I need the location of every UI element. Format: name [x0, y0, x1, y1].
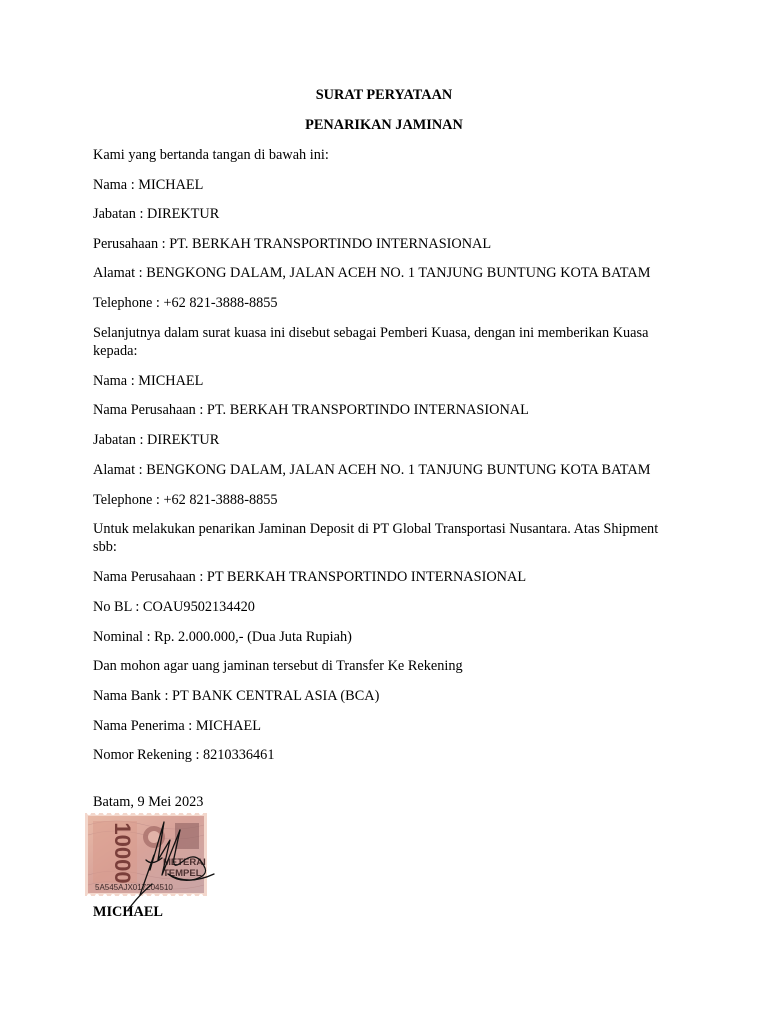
document-subtitle: PENARIKAN JAMINAN	[305, 117, 463, 133]
grant-statement: Selanjutnya dalam surat kuasa ini disebut sebagai Pemberi Kuasa, dengan ini memberikan Kuasa kepada:	[93, 325, 649, 359]
place-date: Batam, 9 Mei 2023	[93, 794, 204, 810]
grantor-name: Nama : MICHAEL	[93, 177, 204, 193]
document-title: SURAT PERYATAAN	[315, 87, 453, 103]
grantor-position: Jabatan : DIREKTUR	[93, 206, 220, 222]
revenue-stamp	[85, 813, 207, 896]
grantor-company: Perusahaan : PT. BERKAH TRANSPORTINDO INTERNASIONAL	[93, 236, 492, 252]
grantor-phone: Telephone : +62 821-3888-8855	[93, 295, 278, 311]
signatory-name: MICHAEL	[93, 904, 163, 920]
grantee-name: Nama : MICHAEL	[93, 373, 204, 389]
stamp-value: 10000	[110, 822, 135, 884]
grantee-phone: Telephone : +62 821-3888-8855	[93, 492, 278, 508]
intro-text: Kami yang bertanda tangan di bawah ini:	[93, 147, 329, 163]
shipment-bl-number: No BL : COAU9502134420	[93, 599, 255, 615]
bank-recipient: Nama Penerima : MICHAEL	[93, 718, 261, 734]
stamp-label-meterai: METERAI	[163, 857, 206, 868]
shipment-company: Nama Perusahaan : PT BERKAH TRANSPORTINDO INTERNASIONAL	[93, 569, 527, 585]
stamp-serial: 5A545AJX017204510	[95, 883, 173, 892]
bank-name: Nama Bank : PT BANK CENTRAL ASIA (BCA)	[93, 688, 380, 704]
stamp-label-tempel: TEMPEL	[163, 868, 202, 879]
grantor-address: Alamat : BENGKONG DALAM, JALAN ACEH NO. 1 TANJUNG BUNTUNG KOTA BATAM	[93, 265, 651, 281]
grantee-address: Alamat : BENGKONG DALAM, JALAN ACEH NO. 1 TANJUNG BUNTUNG KOTA BATAM	[93, 462, 651, 478]
grantee-position: Jabatan : DIREKTUR	[93, 432, 220, 448]
grantee-company: Nama Perusahaan : PT. BERKAH TRANSPORTINDO INTERNASIONAL	[93, 402, 529, 418]
transfer-request: Dan mohon agar uang jaminan tersebut di Transfer Ke Rekening	[93, 658, 463, 674]
bank-account: Nomor Rekening : 8210336461	[93, 747, 275, 763]
shipment-amount: Nominal : Rp. 2.000.000,- (Dua Juta Rupiah)	[93, 629, 352, 645]
purpose-text: Untuk melakukan penarikan Jaminan Deposit di PT Global Transportasi Nusantara. Atas Shipment sbb:	[93, 521, 659, 555]
